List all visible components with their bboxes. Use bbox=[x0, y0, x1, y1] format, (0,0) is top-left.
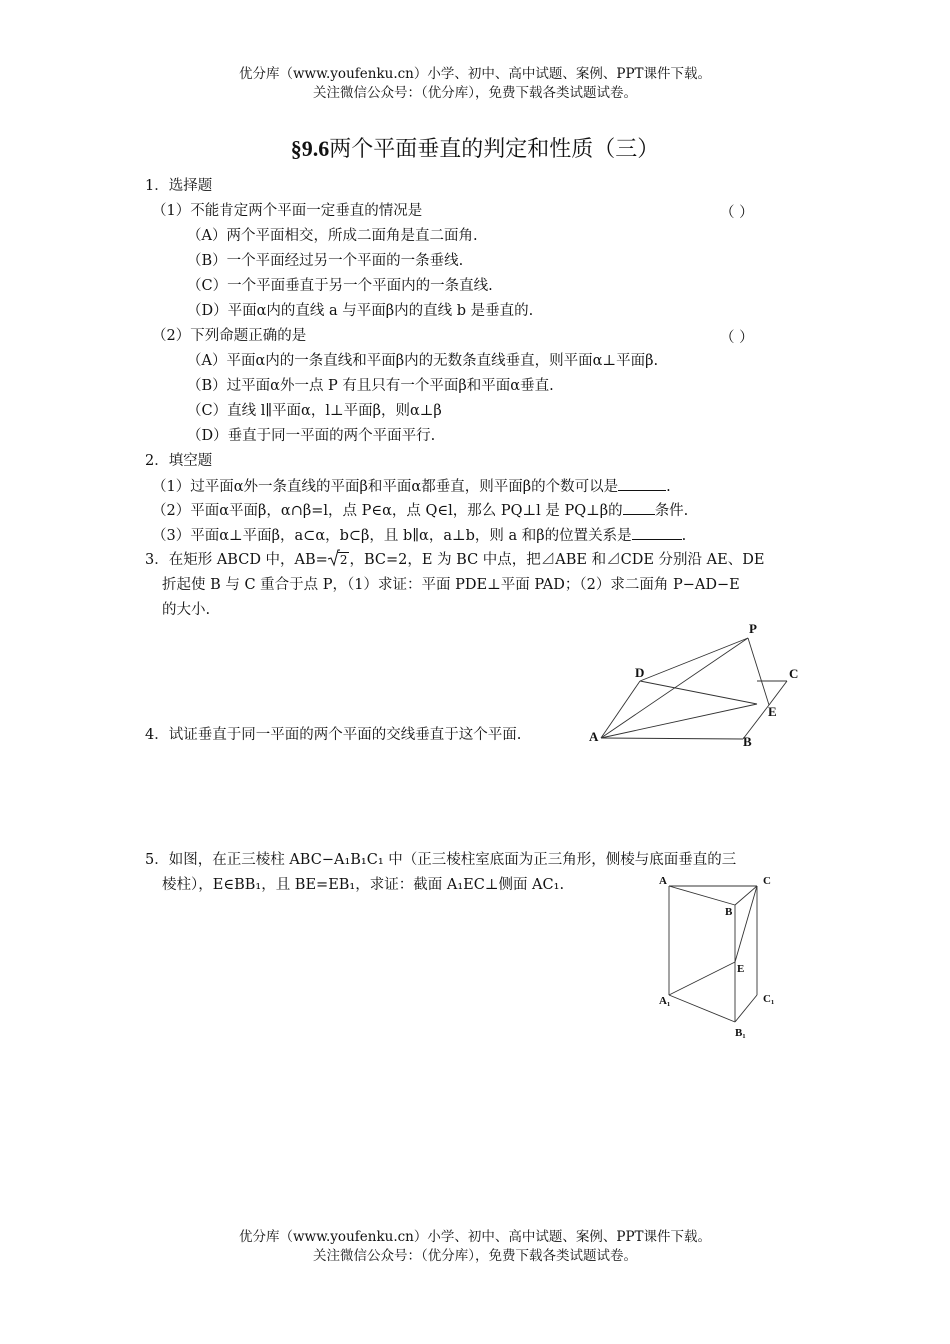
q1-1-option-d: （D）平面α内的直线 a 与平面β内的直线 b 是垂直的. bbox=[187, 303, 534, 319]
q2-2-text: （2）平面α平面β，α∩β=l，点 P∈α，点 Q∈l，那么 PQ⊥l 是 PQ⊥β的 bbox=[152, 503, 623, 519]
problem5-line2: 棱柱），E∈BB₁，且 BE=EB₁，求证：截面 A₁EC⊥侧面 AC₁. bbox=[162, 877, 565, 893]
q1-1-option-a: （A）两个平面相交，所成二面角是直二面角. bbox=[187, 228, 478, 244]
label-B1: B₁ bbox=[735, 1027, 746, 1039]
header-line-1: 优分库（www.youfenku.cn）小学、初中、高中试题、案例、PPT课件下载。 bbox=[238, 66, 712, 82]
label-B: B bbox=[725, 906, 733, 918]
label-A: A bbox=[659, 875, 667, 887]
q1-1-option-b: （B）一个平面经过另一个平面的一条垂线. bbox=[187, 253, 464, 269]
q2-3-text: （3）平面α⊥平面β，a⊂α，b⊂β，且 b∥α，a⊥b，则 a 和β的位置关系是 bbox=[152, 528, 632, 544]
problem3-text-a: 3．在矩形 ABCD 中，AB= bbox=[145, 552, 328, 568]
edge-A1B1 bbox=[669, 995, 735, 1022]
label-A: A bbox=[589, 729, 599, 744]
q1-2-stem: （2）下列命题正确的是 bbox=[152, 328, 307, 344]
title-section-number: §9.6 bbox=[290, 136, 330, 161]
header-line-2: 关注微信公众号：（优分库），免费下载各类试题试卷。 bbox=[313, 85, 637, 101]
problem3-text-b: ，BC=2，E 为 BC 中点，把⊿ABE 和⊿CDE 分别沿 AE、DE bbox=[349, 552, 765, 568]
q1-2-option-b: （B）过平面α外一点 P 有且只有一个平面β和平面α垂直. bbox=[187, 378, 554, 394]
label-C: C bbox=[789, 666, 799, 681]
label-C1: C₁ bbox=[763, 993, 775, 1005]
q2-1-text: （1）过平面α外一条直线的平面β和平面α都垂直，则平面β的个数可以是 bbox=[152, 479, 619, 495]
problem3-line3: 的大小. bbox=[162, 602, 211, 618]
edge-C1B1 bbox=[735, 995, 757, 1022]
label-C: C bbox=[763, 875, 771, 887]
q1-1-option-c: （C）一个平面垂直于另一个平面内的一条直线. bbox=[187, 278, 493, 294]
section1-heading: 1．选择题 bbox=[145, 178, 213, 194]
q2-1-end: . bbox=[666, 479, 671, 495]
footer-line-2: 关注微信公众号：（优分库），免费下载各类试题试卷。 bbox=[313, 1248, 637, 1264]
label-E: E bbox=[737, 963, 745, 975]
q1-2-option-a: （A）平面α内的一条直线和平面β内的无数条直线垂直，则平面α⊥平面β. bbox=[187, 353, 659, 369]
q2-2-end: 条件. bbox=[654, 503, 689, 519]
label-D: D bbox=[635, 665, 645, 680]
label-B: B bbox=[743, 734, 752, 749]
footer-line-1: 优分库（www.youfenku.cn）小学、初中、高中试题、案例、PPT课件下载。 bbox=[238, 1229, 712, 1245]
q1-2-option-d: （D）垂直于同一平面的两个平面平行. bbox=[187, 428, 436, 444]
label-A1: A₁ bbox=[659, 995, 671, 1007]
label-E: E bbox=[768, 704, 777, 719]
q1-1-stem: （1）不能肯定两个平面一定垂直的情况是 bbox=[152, 203, 423, 219]
label-P: P bbox=[749, 621, 757, 636]
edge-A1E bbox=[669, 962, 735, 995]
problem5-line1: 5．如图，在正三棱柱 ABC−A₁B₁C₁ 中（正三棱柱室底面为正三角形，侧棱与底面垂直的三 bbox=[145, 852, 737, 868]
q1-2-answer-paren: （ ） bbox=[720, 330, 754, 346]
edge-BC bbox=[735, 886, 757, 905]
q1-2-option-c: （C）直线 l∥平面α，l⊥平面β，则α⊥β bbox=[187, 403, 442, 419]
problem4-text: 4．试证垂直于同一平面的两个平面的交线垂直于这个平面. bbox=[145, 727, 522, 743]
title-text: 两个平面垂直的判定和性质（三） bbox=[329, 137, 660, 162]
q2-3-end: . bbox=[681, 528, 687, 544]
q1-1-answer-paren: （ ） bbox=[720, 205, 754, 221]
problem3-line2: 折起使 B 与 C 重合于点 P，（1）求证：平面 PDE⊥平面 PAD；（2）求二面角 P−AD−E bbox=[162, 577, 740, 593]
sqrt-radicand: 2 bbox=[339, 553, 348, 567]
edge-EC bbox=[735, 886, 757, 962]
section2-heading: 2．填空题 bbox=[145, 453, 213, 469]
edge-AB bbox=[669, 886, 735, 905]
